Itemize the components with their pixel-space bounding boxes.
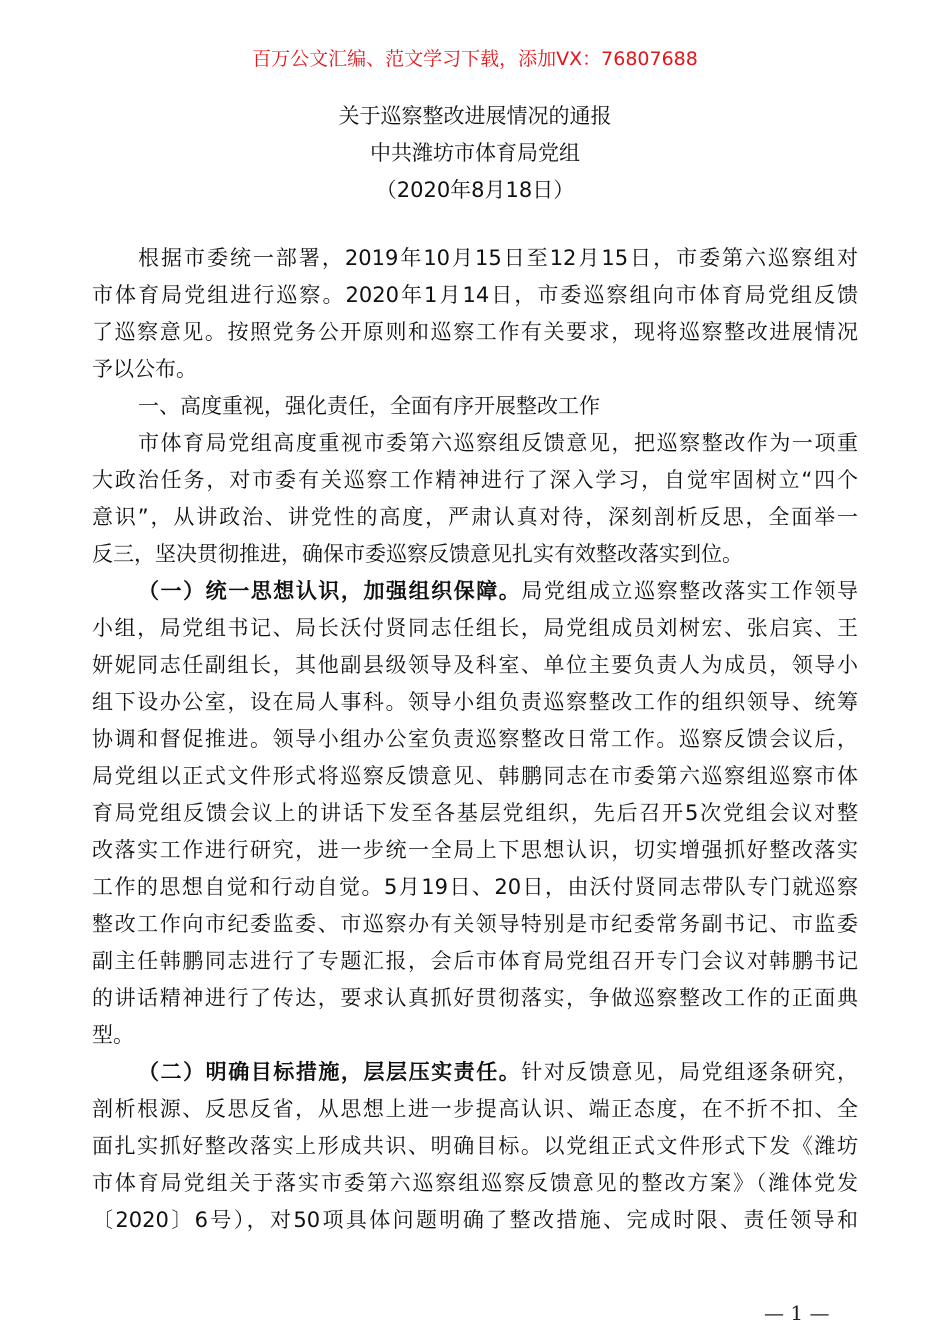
paragraph-line: 面扎实抓好整改落实上形成共识、明确目标。以党组正式文件形式下发《潍坊	[92, 1134, 858, 1158]
paragraph-line: 协调和督促推进。领导小组办公室负责巡察整改日常工作。巡察反馈会议后，	[92, 727, 858, 751]
paragraph-line: 〔2020〕6号），对50项具体问题明确了整改措施、完成时限、责任领导和	[92, 1208, 858, 1232]
subsection-heading: （二）明确目标措施，层层压实责任。	[138, 1060, 522, 1084]
subsection-text: 针对反馈意见，局党组逐条研究，	[521, 1060, 859, 1084]
paragraph-line: 市体育局党组进行巡察。2020年1月14日，市委巡察组向市体育局党组反馈	[92, 283, 858, 307]
paragraph-line: 育局党组反馈会议上的讲话下发至各基层党组织，先后召开5次党组会议对整	[92, 801, 858, 825]
page-number: — 1 —	[764, 1301, 830, 1325]
paragraph-line: 改落实工作进行研究，进一步统一全局上下思想认识，切实增强抓好整改落实	[92, 838, 858, 862]
subsection-heading: （一）统一思想认识，加强组织保障。	[138, 579, 522, 603]
document-body	[92, 240, 858, 1239]
section-heading: 一、高度重视，强化责任，全面有序开展整改工作	[138, 394, 600, 418]
paragraph-line: 组下设办公室，设在局人事科。领导小组负责巡察整改工作的组织领导、统筹	[92, 690, 858, 714]
paragraph-line: 剖析根源、反思反省，从思想上进一步提高认识、端正态度，在不折不扣、全	[92, 1097, 858, 1121]
paragraph-line: 根据市委统一部署，2019年10月15日至12月15日，市委第六巡察组对	[138, 246, 858, 270]
paragraph-line: 大政治任务，对市委有关巡察工作精神进行了深入学习，自觉牢固树立“四个	[92, 468, 858, 492]
subsection-first-line	[92, 573, 858, 610]
paragraph-line: 型。	[92, 1023, 134, 1047]
paragraph-line: 的讲话精神进行了传达，要求认真抓好贯彻落实，争做巡察整改工作的正面典	[92, 986, 858, 1010]
paragraph-line: 妍妮同志任副组长，其他副县级领导及科室、单位主要负责人为成员，领导小	[92, 653, 858, 677]
paragraph-line: 了巡察意见。按照党务公开原则和巡察工作有关要求，现将巡察整改进展情况	[92, 320, 858, 344]
paragraph-line: 整改工作向市纪委监委、市巡察办有关领导特别是市纪委常务副书记、市监委	[92, 912, 858, 936]
subsection-first-line	[92, 1054, 858, 1091]
paragraph-line: 反三，坚决贯彻推进，确保市委巡察反馈意见扎实有效整改落实到位。	[92, 542, 743, 566]
paragraph-line: 小组，局党组书记、局长沃付贤同志任组长，局党组成员刘树宏、张启宾、王	[92, 616, 858, 640]
document-title: 关于巡察整改进展情况的通报	[338, 104, 612, 128]
paragraph-line: 市体育局党组高度重视市委第六巡察组反馈意见，把巡察整改作为一项重	[138, 431, 858, 455]
issuer: 中共潍坊市体育局党组	[370, 141, 580, 165]
paragraph-line: 予以公布。	[92, 357, 197, 381]
subsection-text: 局党组成立巡察整改落实工作领导	[521, 579, 859, 603]
paragraph-line: 市体育局党组关于落实市委第六巡察组巡察反馈意见的整改方案》（潍体党发	[92, 1171, 858, 1195]
paragraph-line: 意识”，从讲政治、讲党性的高度，严肃认真对待，深刻剖析反思，全面举一	[92, 505, 858, 529]
paragraph-line: 副主任韩鹏同志进行了专题汇报，会后市体育局党组召开专门会议对韩鹏书记	[92, 949, 858, 973]
watermark-banner: 百万公文汇编、范文学习下载，添加VX：76807688	[252, 48, 698, 70]
issue-date: （2020年8月18日）	[375, 178, 575, 202]
document-header	[0, 98, 950, 209]
paragraph-line: 局党组以正式文件形式将巡察反馈意见、韩鹏同志在市委第六巡察组巡察市体	[92, 764, 858, 788]
paragraph-line: 工作的思想自觉和行动自觉。5月19日、20日，由沃付贤同志带队专门就巡察	[92, 875, 858, 899]
